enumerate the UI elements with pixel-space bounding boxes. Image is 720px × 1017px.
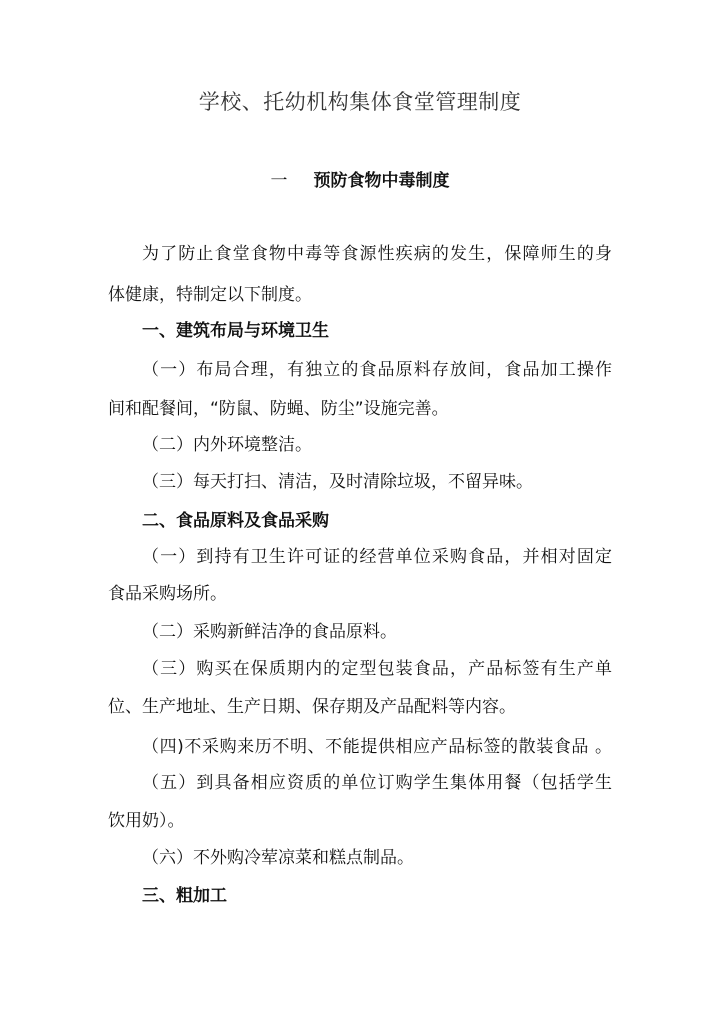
section-1-item-2: （二）内外环境整洁。 (142, 435, 312, 455)
section-2-item-5-line-1: （五）到具备相应资质的单位订购学生集体用餐（包括学生 (142, 773, 612, 793)
intro-line-2: 体健康，特制定以下制度。 (108, 285, 312, 305)
document-subtitle (0, 166, 720, 191)
section-2-item-4: （四)不采购来历不明、不能提供相应产品标签的散装食品 。 (142, 737, 612, 757)
section-1-item-1-line-2: 间和配餐间，“防鼠、防蝇、防尘”设施完善。 (108, 399, 449, 419)
section-2-item-2: （二）采购新鲜洁净的食品原料。 (142, 622, 397, 642)
document-title: 学校、托幼机构集体食堂管理制度 (198, 90, 522, 114)
section-1-heading: 一、建筑布局与环境卫生 (142, 321, 329, 341)
section-2-item-1-line-1: （一）到持有卫生许可证的经营单位采购食品，并相对固定 (142, 547, 612, 567)
section-2-heading: 二、食品原料及食品采购 (142, 511, 329, 531)
section-2-item-1-line-2: 食品采购场所。 (108, 584, 227, 604)
subtitle-text: 预防食物中毒制度 (313, 171, 450, 191)
section-3-heading: 三、粗加工 (142, 886, 227, 906)
section-2-item-5-line-2: 饮用奶）。 (108, 811, 185, 831)
section-2-item-3-line-2: 位、生产地址、生产日期、保存期及产品配料等内容。 (108, 697, 516, 717)
section-1-item-3: （三）每天打扫、清洁，及时清除垃圾，不留异味。 (142, 472, 533, 492)
intro-line-1: 为了防止食堂食物中毒等食源性疾病的发生，保障师生的身 (142, 244, 612, 264)
section-2-item-3-line-1: （三）购买在保质期内的定型包装食品，产品标签有生产单 (142, 659, 612, 679)
section-2-item-6: （六）不外购冷荤凉菜和糕点制品。 (142, 848, 414, 868)
subtitle-number: 一 (270, 171, 288, 191)
section-1-item-1-line-1: （一）布局合理，有独立的食品原料存放间，食品加工操作 (142, 360, 612, 380)
